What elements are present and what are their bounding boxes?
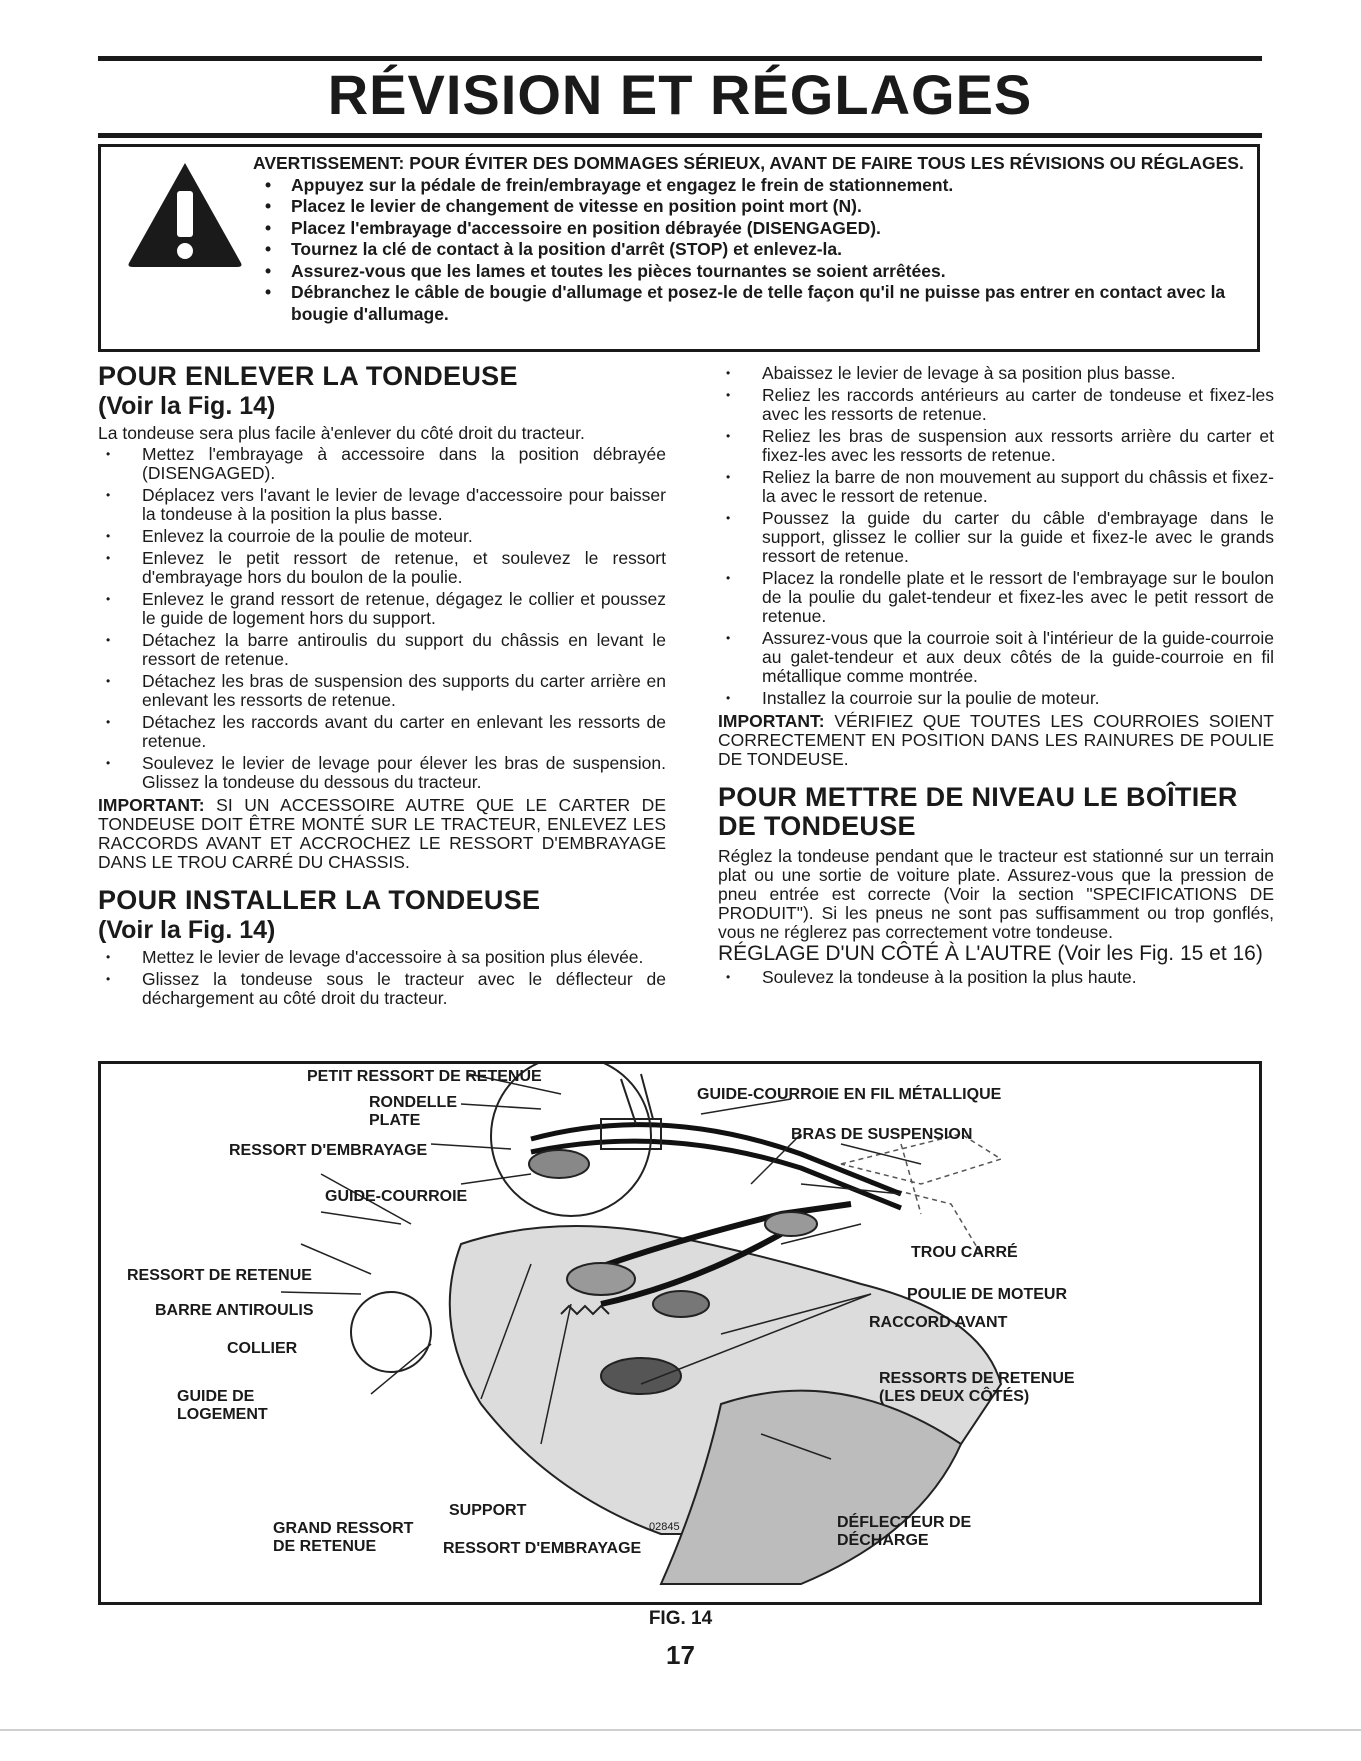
left-column xyxy=(98,362,666,1011)
warning-item: • Placez le levier de changement de vitesse en position point mort (N). xyxy=(253,196,1253,218)
label-rondelle: RONDELLE PLATE xyxy=(369,1094,457,1129)
list-item: • Installez la courroie sur la poulie de moteur. xyxy=(718,689,1274,708)
install-subheading: (Voir la Fig. 14) xyxy=(98,916,276,944)
label-poulie-moteur: POULIE DE MOTEUR xyxy=(907,1286,1068,1303)
warning-item: • Appuyez sur la pédale de frein/embrayage et engagez le frein de stationnement. xyxy=(253,175,1253,197)
list-item: • Détachez les bras de suspension des supports du carter arrière en enlevant les ressorts de retenue. xyxy=(98,672,666,710)
label-support: SUPPORT xyxy=(449,1502,527,1519)
label-guide-logement: GUIDE DE LOGEMENT xyxy=(177,1388,268,1423)
list-item: • Placez la rondelle plate et le ressort de l'embrayage sur le boulon de la poulie du galet-tendeur et fixez-les avec le petit ressort de retenue. xyxy=(718,569,1274,626)
title-rule-bottom xyxy=(98,133,1262,138)
list-item: • Mettez l'embrayage à accessoire dans la position débrayée (DISENGAGED). xyxy=(98,445,666,483)
install-list xyxy=(98,948,666,1008)
list-item: • Abaissez le levier de levage à sa position plus basse. xyxy=(718,364,1274,383)
warning-item: • Tournez la clé de contact à la position d'arrêt (STOP) et enlevez-la. xyxy=(253,239,1253,261)
warning-list xyxy=(253,175,1253,326)
label-ressort-embrayage-top: RESSORT D'EMBRAYAGE xyxy=(229,1142,428,1159)
bottom-rule xyxy=(0,1729,1361,1731)
title-bar xyxy=(98,52,1262,138)
remove-heading: POUR ENLEVER LA TONDEUSE xyxy=(98,361,518,391)
warning-item: • Assurez-vous que les lames et toutes les pièces tournantes se soient arrêtées. xyxy=(253,261,1253,283)
side-list xyxy=(718,968,1274,987)
page-title: RÉVISION ET RÉGLAGES xyxy=(327,63,1033,126)
side-heading: RÉGLAGE D'UN CÔTÉ À L'AUTRE (Voir les Fig. 15 et 16) xyxy=(718,942,1263,965)
important-text: SI UN ACCESSOIRE AUTRE QUE LE CARTER DE TONDEUSE DOIT ÊTRE MONTÉ SUR LE TRACTEUR, ENLEVEZ LES RACCORDS AVANT ET ACCROCHEZ LE RESSORT D'EMBRAYAGE DANS LE TROU CARRÉ DU CHASSIS. xyxy=(98,795,666,872)
list-item: • Enlevez le grand ressort de retenue, dégagez le collier et poussez le guide de logement hors du support. xyxy=(98,590,666,628)
label-trou-carre: TROU CARRÉ xyxy=(911,1244,1018,1261)
label-guide-fil: GUIDE-COURROIE EN FIL MÉTALLIQUE xyxy=(697,1086,1002,1103)
label-ressort-retenue: RESSORT DE RETENUE xyxy=(127,1267,312,1284)
remove-intro: La tondeuse sera plus facile à'enlever du côté droit du tracteur. xyxy=(98,423,585,443)
important-text: VÉRIFIEZ QUE TOUTES LES COURROIES SOIENT CORRECTEMENT EN POSITION DANS LES RAINURES DE POULIE DE TONDEUSE. xyxy=(718,711,1274,769)
remove-subheading: (Voir la Fig. 14) xyxy=(98,392,276,420)
label-ressort-embrayage-bottom: RESSORT D'EMBRAYAGE xyxy=(443,1540,642,1557)
warning-icon xyxy=(125,159,245,269)
list-item: • Détachez la barre antiroulis du support du châssis en levant le ressort de retenue. xyxy=(98,631,666,669)
label-ressorts-retenue: RESSORTS DE RETENUE (LES DEUX CÔTÉS) xyxy=(879,1370,1075,1405)
level-text: Réglez la tondeuse pendant que le tracteur est stationné sur un terrain plat ou une sortie de voiture plate. Assurez-vous que la pression de pneu entrée est correcte (Voir la section "SPECIFICATIONS DE PRODUIT"). Si les pneus ne sont pas suffisamment ou trop gonflés, vous ne réglerez pas correctement votre tondeuse. xyxy=(718,846,1274,942)
important-label: IMPORTANT: xyxy=(718,711,825,731)
warning-heading: AVERTISSEMENT: POUR ÉVITER DES DOMMAGES SÉRIEUX, AVANT DE FAIRE TOUS LES RÉVISIONS OU RÉGLAGES. xyxy=(253,153,1244,173)
list-item: • Enlevez le petit ressort de retenue, et soulevez le ressort d'embrayage hors du boulon de la poulie. xyxy=(98,549,666,587)
label-bras-suspension: BRAS DE SUSPENSION xyxy=(791,1126,973,1143)
list-item: • Déplacez vers l'avant le levier de levage d'accessoire pour baisser la tondeuse à la position la plus basse. xyxy=(98,486,666,524)
figure-caption: FIG. 14 xyxy=(648,1608,713,1629)
remove-important xyxy=(98,796,666,872)
label-grand-ressort: GRAND RESSORT DE RETENUE xyxy=(273,1520,414,1555)
figure-14 xyxy=(98,1061,1262,1605)
install-important xyxy=(718,712,1274,769)
title-rule-top xyxy=(98,56,1262,61)
right-column xyxy=(718,362,1274,990)
list-item: • Glissez la tondeuse sous le tracteur avec le déflecteur de déchargement au côté droit du tracteur. xyxy=(98,970,666,1008)
list-item: • Soulevez le levier de levage pour élever les bras de suspension. Glissez la tondeuse du dessous du tracteur. xyxy=(98,754,666,792)
label-barre-antiroulis: BARRE ANTIROULIS xyxy=(155,1302,314,1319)
list-item: • Reliez les raccords antérieurs au carter de tondeuse et fixez-les avec les ressorts de retenue. xyxy=(718,386,1274,424)
list-item: • Reliez les bras de suspension aux ressorts arrière du carter et fixez-les avec les ressorts de retenue. xyxy=(718,427,1274,465)
warning-item: • Débranchez le câble de bougie d'allumage et posez-le de telle façon qu'il ne puisse pas entrer en contact avec la bougie d'allumage. xyxy=(253,282,1253,325)
list-item: • Mettez le levier de levage d'accessoire à sa position plus élevée. xyxy=(98,948,666,967)
install-cont-list xyxy=(718,364,1274,708)
list-item: • Enlevez la courroie de la poulie de moteur. xyxy=(98,527,666,546)
warning-item: • Placez l'embrayage d'accessoire en position débrayée (DISENGAGED). xyxy=(253,218,1253,240)
list-item: • Soulevez la tondeuse à la position la plus haute. xyxy=(718,968,1274,987)
page-number: 17 xyxy=(666,1640,695,1670)
list-item: • Reliez la barre de non mouvement au support du châssis et fixez-la avec le ressort de retenue. xyxy=(718,468,1274,506)
figure-code: 02845 xyxy=(649,1521,680,1533)
important-label: IMPORTANT: xyxy=(98,795,205,815)
warning-box xyxy=(98,144,1260,352)
level-heading: POUR METTRE DE NIVEAU LE BOÎTIER DE TONDEUSE xyxy=(718,782,1238,841)
label-raccord-avant: RACCORD AVANT xyxy=(869,1314,1008,1331)
list-item: • Poussez la guide du carter du câble d'embrayage dans le support, glissez le collier sur la guide et fixez-le avec le grands ressort de retenue. xyxy=(718,509,1274,566)
label-guide-courroie: GUIDE-COURROIE xyxy=(325,1188,468,1205)
label-deflecteur: DÉFLECTEUR DE DÉCHARGE xyxy=(837,1514,972,1549)
label-collier: COLLIER xyxy=(227,1340,298,1357)
remove-list xyxy=(98,445,666,792)
label-petit-ressort: PETIT RESSORT DE RETENUE xyxy=(307,1068,542,1085)
install-heading: POUR INSTALLER LA TONDEUSE xyxy=(98,885,541,915)
list-item: • Assurez-vous que la courroie soit à l'intérieur de la guide-courroie au galet-tendeur et aux deux côtés de la guide-courroie en fil métallique comme montrée. xyxy=(718,629,1274,686)
list-item: • Détachez les raccords avant du carter en enlevant les ressorts de retenue. xyxy=(98,713,666,751)
